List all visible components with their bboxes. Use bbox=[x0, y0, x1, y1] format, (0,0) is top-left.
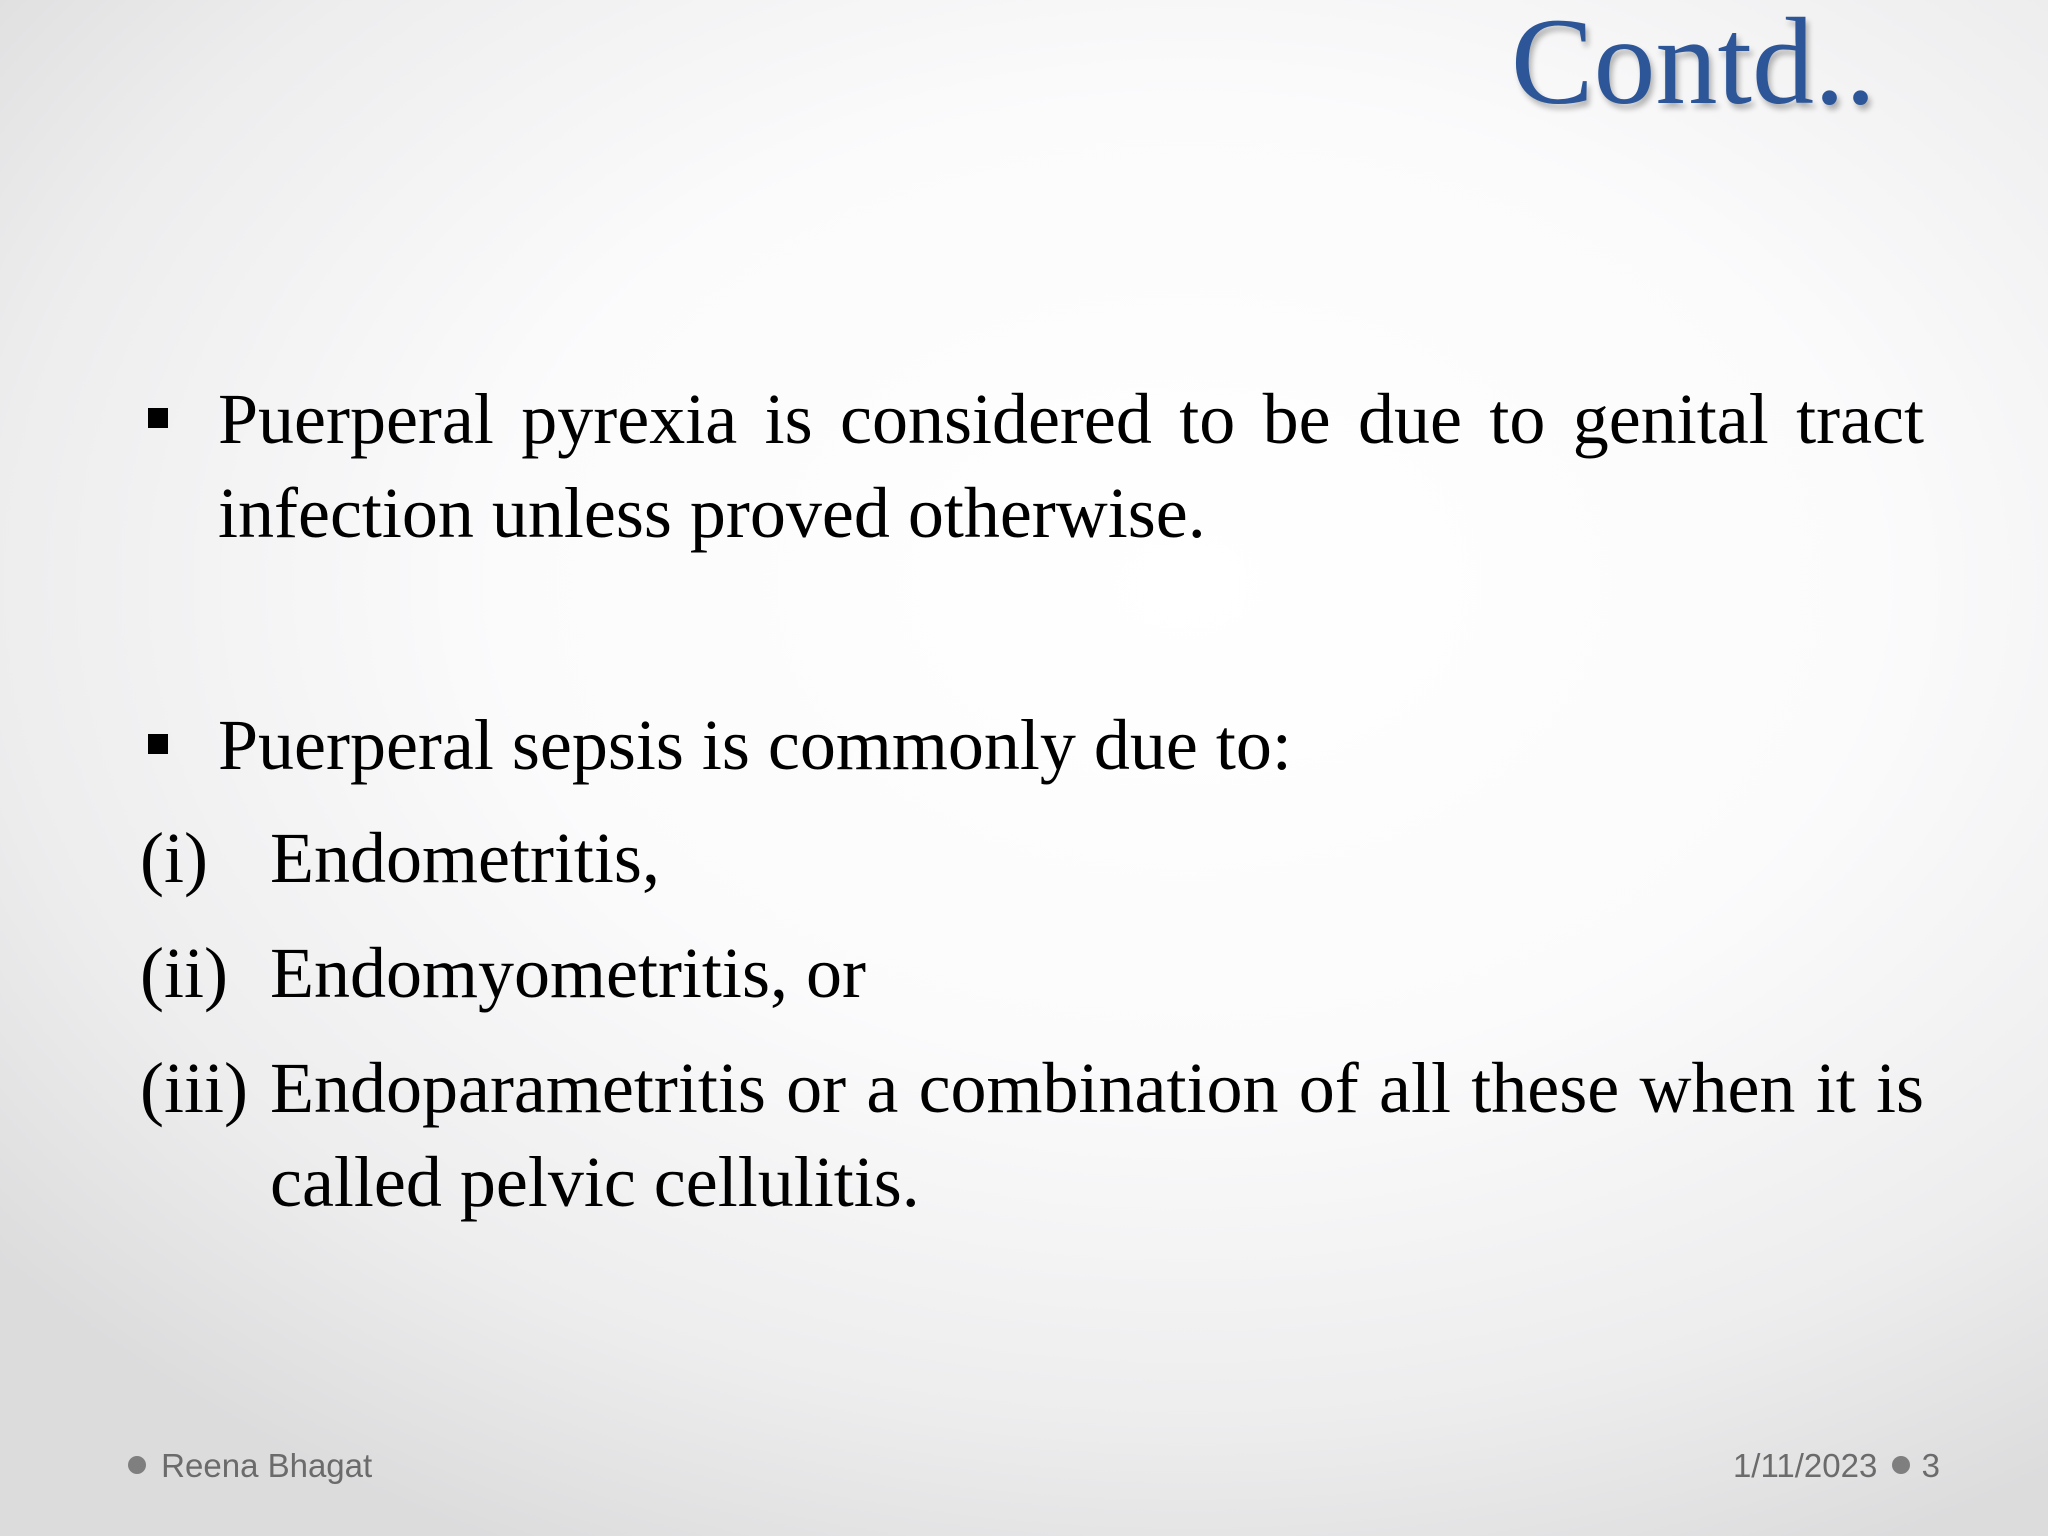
slide-body bbox=[140, 372, 1924, 560]
numbered-item-2 bbox=[140, 926, 1924, 1020]
footer-page-number: 3 bbox=[1921, 1447, 1940, 1484]
bullet-text: Puerperal sepsis is commonly due to: bbox=[218, 705, 1292, 785]
numbered-item-text: Endomyometritis, or bbox=[270, 933, 866, 1013]
footer-left bbox=[128, 1446, 372, 1486]
bullet-text: Puerperal pyrexia is considered to be due to genital tract infection unless proved otherwise. bbox=[218, 379, 1924, 553]
footer-dot-icon bbox=[1892, 1456, 1910, 1474]
footer-date: 1/11/2023 bbox=[1732, 1447, 1878, 1484]
square-bullet-icon bbox=[148, 734, 168, 754]
footer-author: Reena Bhagat bbox=[161, 1447, 373, 1484]
slide-title: Contd.. bbox=[1510, 0, 1876, 130]
numbered-item-text: Endoparametritis or a combination of all these when it is called pelvic cellulitis. bbox=[270, 1048, 1924, 1222]
numbered-item-3 bbox=[140, 1041, 1924, 1229]
footer-dot-icon bbox=[128, 1456, 146, 1474]
numbered-item-label: (i) bbox=[140, 818, 208, 898]
bullet-item-1 bbox=[140, 372, 1924, 560]
bullet-item-2 bbox=[140, 698, 1924, 792]
numbered-item-text: Endometritis, bbox=[270, 818, 660, 898]
slide-body-list bbox=[140, 698, 1924, 1229]
square-bullet-icon bbox=[148, 408, 168, 428]
footer-right bbox=[1733, 1446, 1940, 1486]
numbered-item-1 bbox=[140, 811, 1924, 905]
numbered-item-label: (iii) bbox=[140, 1048, 248, 1128]
numbered-item-label: (ii) bbox=[140, 933, 228, 1013]
